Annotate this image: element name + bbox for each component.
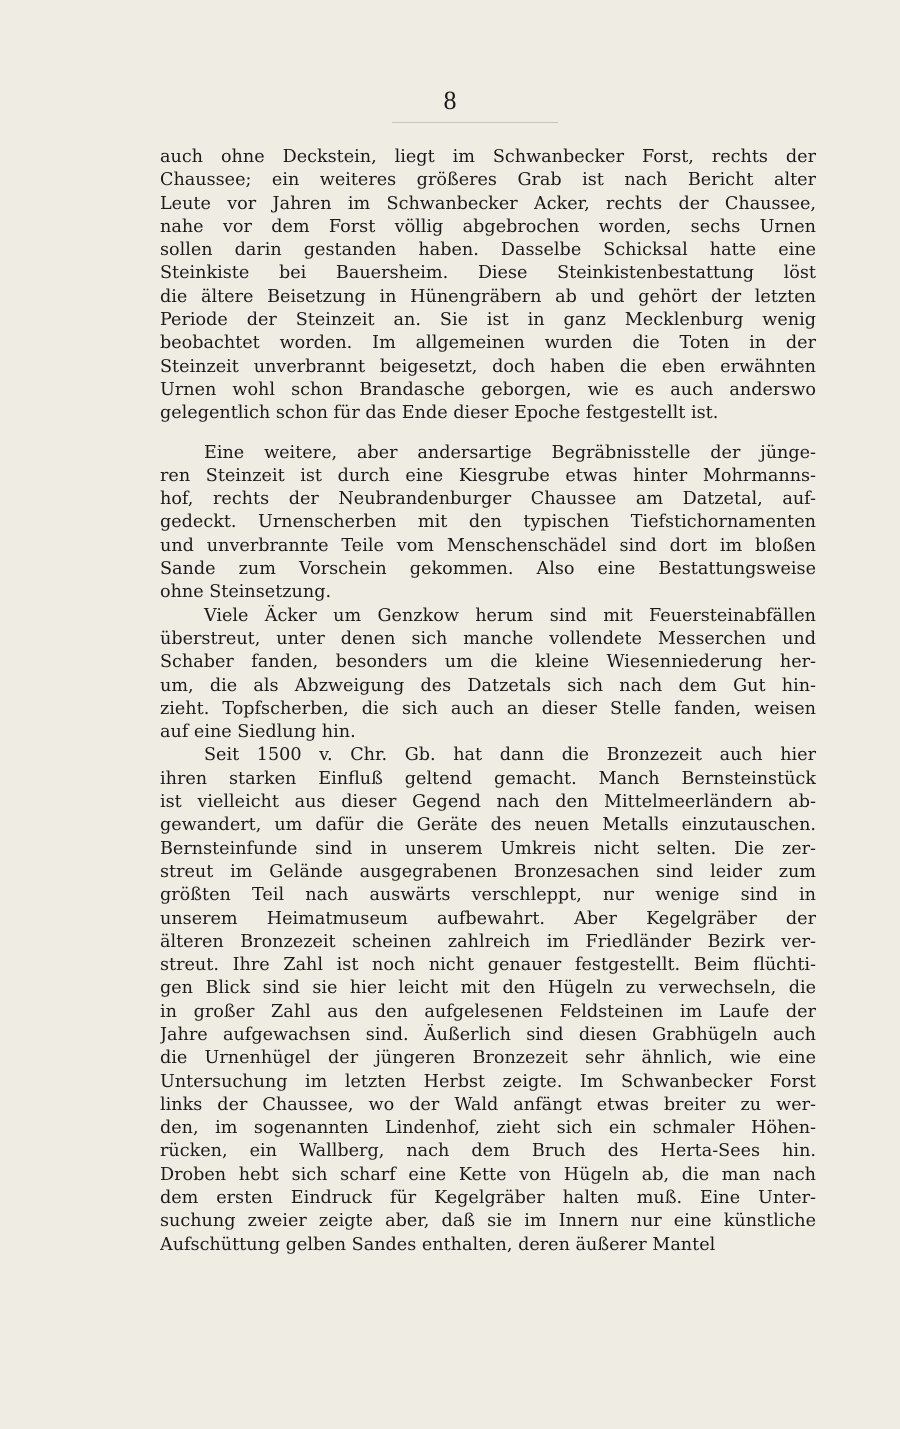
text-line: gedeckt. Urnenscherben mit den typischen Tiefstichornamenten <box>160 512 816 533</box>
text-line: um, die als Abzweigung des Datzetals sich nach dem Gut hin- <box>160 675 816 696</box>
text-line: gewandert, um dafür die Geräte des neuen Metalls einzutauschen. <box>160 815 816 836</box>
text-line: älteren Bronzezeit scheinen zahlreich im Friedländer Bezirk ver- <box>160 931 816 952</box>
text-line: ren Steinzeit ist durch eine Kiesgrube etwas hinter Mohrmanns- <box>160 465 816 486</box>
text-line: Aufschüttung gelben Sandes enthalten, deren äußerer Mantel <box>160 1234 716 1255</box>
text-line: gelegentlich schon für das Ende dieser Epoche festgestellt ist. <box>160 403 719 424</box>
text-line: Urnen wohl schon Brandasche geborgen, wie es auch anderswo <box>160 379 816 400</box>
text-line: dem ersten Eindruck für Kegelgräber halten muß. Eine Unter- <box>160 1188 816 1209</box>
text-line: Eine weitere, aber andersartige Begräbnisstelle der jünge- <box>204 442 816 463</box>
text-line: Bernsteinfunde sind in unserem Umkreis nicht selten. Die zer- <box>160 838 816 859</box>
text-line: streut im Gelände ausgegrabenen Bronzesachen sind leider zum <box>160 861 816 882</box>
paragraph <box>160 442 816 605</box>
text-line: Steinkiste bei Bauersheim. Diese Steinkistenbestattung löst <box>160 263 816 284</box>
text-line: Untersuchung im letzten Herbst zeigte. Im Schwanbecker Forst <box>160 1071 816 1092</box>
text-line: links der Chaussee, wo der Wald anfängt etwas breiter zu wer- <box>160 1094 816 1115</box>
text-line: Jahre aufgewachsen sind. Äußerlich sind diesen Grabhügeln auch <box>160 1024 816 1045</box>
text-line: die ältere Beisetzung in Hünengräbern ab und gehört der letzten <box>160 286 816 307</box>
text-line: streut. Ihre Zahl ist noch nicht genauer festgestellt. Beim flüchti- <box>160 955 816 976</box>
text-line: ihren starken Einfluß geltend gemacht. Manch Bernsteinstück <box>160 768 816 789</box>
text-line: Periode der Steinzeit an. Sie ist in ganz Mecklenburg wenig <box>160 310 816 331</box>
paragraph <box>160 744 816 1257</box>
text-line: Chaussee; ein weiteres größeres Grab ist nach Bericht alter <box>160 170 816 191</box>
text-line: Steinzeit unverbrannt beigesetzt, doch haben die eben erwähnten <box>160 356 816 377</box>
text-line: auch ohne Deckstein, liegt im Schwanbecker Forst, rechts der <box>160 147 816 167</box>
text-line: in großer Zahl aus den aufgelesenen Feldsteinen im Laufe der <box>160 1001 816 1022</box>
text-line: den, im sogenannten Lindenhof, zieht sich ein schmaler Höhen- <box>160 1118 816 1139</box>
text-line: Seit 1500 v. Chr. Gb. hat dann die Bronzezeit auch hier <box>204 745 816 766</box>
paragraph-gap <box>160 426 816 442</box>
text-line: beobachtet worden. Im allgemeinen wurden die Toten in der <box>160 333 816 354</box>
text-line: gen Blick sind sie hier leicht mit den Hügeln zu verwechseln, die <box>160 978 816 999</box>
text-line: überstreut, unter denen sich manche vollendete Messerchen und <box>160 628 816 649</box>
text-line: rücken, ein Wallberg, nach dem Bruch des Herta-Sees hin. <box>160 1141 816 1162</box>
text-line: Sande zum Vorschein gekommen. Also eine Bestattungsweise <box>160 559 816 580</box>
text-line: nahe vor dem Forst völlig abgebrochen worden, sechs Urnen <box>160 216 816 237</box>
text-line: und unverbrannte Teile vom Menschenschädel sind dort im bloßen <box>160 535 816 556</box>
text-line: ohne Steinsetzung. <box>160 582 332 603</box>
text-line: Droben hebt sich scharf eine Kette von Hügeln ab, die man nach <box>160 1164 816 1185</box>
text-line: ist vielleicht aus dieser Gegend nach den Mittelmeerländern ab- <box>160 792 816 813</box>
header-rule <box>392 122 558 123</box>
body-text <box>160 146 816 1257</box>
text-line: Leute vor Jahren im Schwanbecker Acker, rechts der Chaussee, <box>160 193 816 214</box>
text-line: auf eine Siedlung hin. <box>160 722 356 743</box>
page-number: 8 <box>443 86 457 115</box>
text-line: zieht. Topfscherben, die sich auch an dieser Stelle fanden, weisen <box>160 698 816 719</box>
text-line: größten Teil nach auswärts verschleppt, nur wenige sind in <box>160 885 816 906</box>
paragraph <box>160 146 816 426</box>
text-line: unserem Heimatmuseum aufbewahrt. Aber Kegelgräber der <box>160 908 816 929</box>
text-line: hof, rechts der Neubrandenburger Chaussee am Datzetal, auf- <box>160 489 816 510</box>
text-line: die Urnenhügel der jüngeren Bronzezeit sehr ähnlich, wie eine <box>160 1048 816 1069</box>
text-line: sollen darin gestanden haben. Dasselbe Schicksal hatte eine <box>160 240 816 261</box>
text-line: Viele Äcker um Genzkow herum sind mit Feuersteinabfällen <box>204 605 816 626</box>
text-line: Schaber fanden, besonders um die kleine Wiesenniederung her- <box>160 652 816 673</box>
paragraph <box>160 605 816 745</box>
text-line: suchung zweier zeigte aber, daß sie im Innern nur eine künstliche <box>160 1211 816 1232</box>
